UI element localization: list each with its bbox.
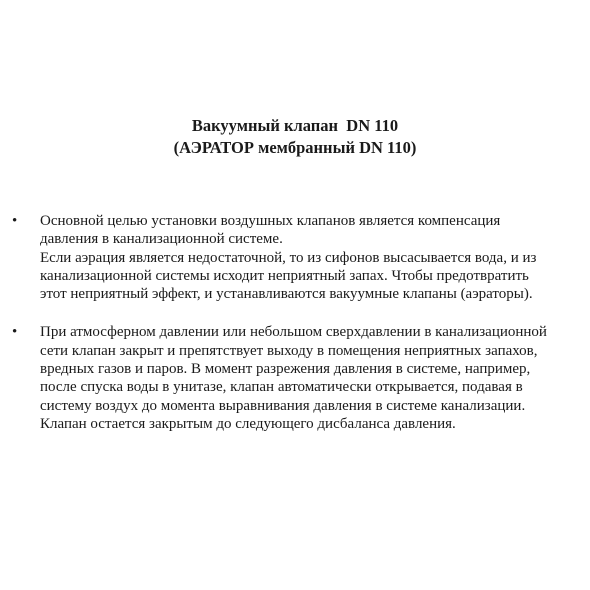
- bullet-dot-icon: •: [12, 324, 18, 341]
- bullet-item-1: [0, 212, 580, 303]
- document-title: [0, 115, 590, 159]
- paragraph-line: систему воздух до момента выравнивания давления в системе канализации.: [40, 397, 526, 414]
- paragraph-line: канализационной системы исходит неприятный запах. Чтобы предотвратить: [40, 267, 529, 284]
- title-line-2: (АЭРАТОР мембранный DN 110): [173, 138, 417, 157]
- paragraph-line: сети клапан закрыт и препятствует выходу в помещения неприятных запахов,: [40, 342, 538, 359]
- bullet-list: [0, 212, 590, 453]
- bullet-dot-icon: •: [12, 213, 18, 229]
- paragraph-line: Если аэрация является недостаточной, то из сифонов высасывается вода, и из: [40, 249, 537, 266]
- paragraph-line: Клапан остается закрытым до следующего дисбаланса давления.: [40, 415, 456, 432]
- paragraph-line: Основной целью установки воздушных клапанов является компенсация: [40, 213, 501, 229]
- paragraph-line: после спуска воды в унитазе, клапан автоматически открывается, подавая в: [40, 379, 523, 396]
- paragraph-line: вредных газов и паров. В момент разрежения давления в системе, например,: [40, 361, 531, 378]
- paragraph-line: давления в канализационной системе.: [40, 231, 283, 248]
- bullet-item-2: [0, 323, 580, 433]
- title-line-1: Вакуумный клапан DN 110: [191, 116, 399, 135]
- paragraph-line: этот неприятный эффект, и устанавливаются вакуумные клапаны (аэраторы).: [40, 286, 533, 303]
- paragraph-line: При атмосферном давлении или небольшом сверхдавлении в канализационной: [40, 324, 547, 341]
